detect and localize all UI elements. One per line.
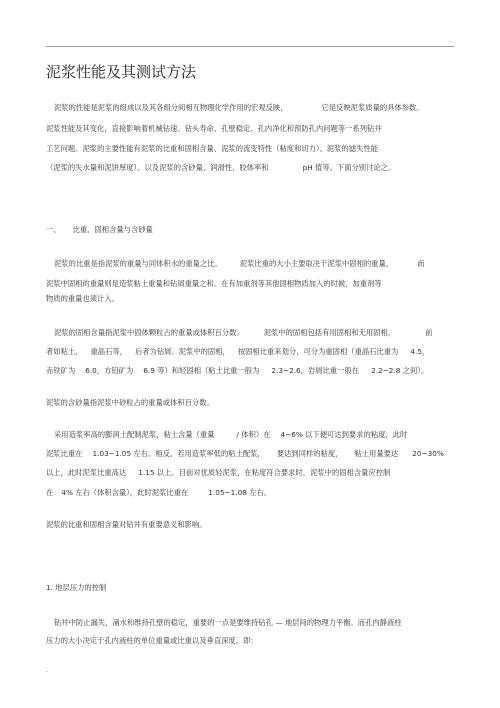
p4-text: 1.05~1.08 左右。 (208, 488, 272, 497)
p2-text: 4.5， (410, 347, 430, 356)
subheading: 1. 地层压力的控制 (46, 583, 107, 592)
footer-mark: . (46, 667, 48, 674)
p2-text: 6.9 等）和轻固相（粘土比重一般为 (143, 366, 260, 375)
p6-line-2: 压力的大小决定于孔内液柱的单位重量或比重以及垂直深度，即： (46, 636, 258, 645)
p5-line: 泥浆的比重和固相含量对钻井有重要意义和影响。 (46, 520, 207, 529)
p2-line-3 (46, 367, 428, 374)
section-number: 一、 (46, 225, 61, 234)
p4-line-3 (46, 469, 390, 476)
p1-line-2: 泥浆中固相的重量则是造浆粘土重量和钻屑重量之和。在有加重剂等其他固相物质加入的时候，加重剂等 (46, 279, 382, 288)
p2-line-2 (46, 348, 429, 355)
p2-text: 重晶石等， (90, 347, 127, 356)
p1-text: 而 (417, 259, 425, 268)
p4-text: 1.03~1.05 左右。相反，若用造浆率低的粘土配浆， (92, 449, 265, 458)
p2-text: 前 (425, 328, 433, 337)
p4-text: 4% 左右（体积含量），此时泥浆比重在 (61, 488, 189, 497)
intro-line-2: 泥浆性能及其变化，直接影响着机械钻速、钻头寿命、孔壁稳定、孔内净化和预防孔内问题等一系列钻井 (46, 124, 382, 133)
header-mark: · (449, 39, 451, 46)
p2-text: 泥浆中的固相包括有用固相和无用固相， (263, 328, 396, 337)
p2-text: 2.3~2.6，岩屑比重一般在 (271, 366, 360, 375)
p6-line-1: 钻井中防止漏失，涌水和维持孔壁的稳定，重要的一点是要维持钻孔 — 地层间的物理力平衡。而孔内静液柱 (54, 618, 402, 627)
p2-text: 者如粘土、 (46, 347, 83, 356)
p2-text: 6.0，方铅矿为 (85, 366, 134, 375)
p2-text: 后者为钻屑。泥浆中的固相， (134, 347, 230, 356)
p2-text: 泥浆的固相含量指泥浆中固体颗粒占的重量或体积百分数。 (54, 328, 244, 337)
p3-line: 泥浆的含砂量指泥浆中砂粒占的重量或体积百分数。 (46, 398, 214, 407)
p4-text: 以上，此时泥浆比重高达 (46, 468, 127, 477)
p4-line-1 (54, 431, 407, 438)
page-title: 泥浆性能及其测试方法 (46, 63, 197, 81)
p1-line-3: 物质的重量也须计入。 (46, 294, 119, 303)
p1-text: 泥浆比重的大小主要取决于泥浆中固相的重量， (239, 259, 394, 268)
p4-text: 1.15 以上。目前对优质轻泥浆，在粘度符合要求时，泥浆中的固相含量应控制 (138, 468, 391, 477)
p4-text: 要达到同样的粘度， (276, 449, 343, 458)
p4-line-4 (46, 489, 271, 496)
intro-text: 泥浆的性能是泥浆的组成以及其各组分间相互物理化学作用的宏观反映， (54, 103, 288, 112)
p4-text: 20~30% (412, 449, 444, 458)
intro-text: 它是反映泥浆质量的具体参数。 (321, 103, 424, 112)
p4-text: 4~6% 以下便可达到要求的粘度，此时 (280, 430, 408, 439)
p4-line-2 (46, 450, 444, 457)
intro-text: pH 值等。下面分别讨论之。 (302, 163, 396, 172)
intro-text: （泥浆的失水量和泥饼厚度）、以及泥浆的含砂量、润滑性、胶体率和 (46, 163, 269, 172)
intro-line-1 (54, 104, 424, 111)
p1-line-1 (54, 260, 424, 267)
p4-text: 泥浆比重在 (46, 449, 83, 458)
section-title: 比重、固相含量与含砂量 (72, 225, 153, 234)
p2-text: 按固相比重来划分，可分为重固相（重晶石比重为 (237, 347, 399, 356)
section-heading (46, 226, 153, 233)
intro-line-3: 工艺问题。泥浆的主要性能有泥浆的比重和固相含量、泥浆的流变特性（粘度和切力）、泥浆的滤失性能 (46, 144, 379, 153)
p4-text: 采用造浆率高的膨润土配制泥浆，粘土含量（重量 (54, 430, 215, 439)
p2-text: 赤铁矿为 (46, 366, 76, 375)
header-rule (46, 46, 454, 47)
p2-line-1 (54, 329, 432, 336)
p1-text: 泥浆的比重是指泥浆的重量与同体积水的重量之比。 (54, 259, 222, 268)
intro-line-4 (46, 164, 395, 171)
p4-text: 粘土用量要达 (354, 449, 399, 458)
p4-text: / 体积）在 (236, 430, 271, 439)
p4-text: 在 (46, 488, 54, 497)
p2-text: 2.2~2.8 之间）。 (371, 366, 429, 375)
